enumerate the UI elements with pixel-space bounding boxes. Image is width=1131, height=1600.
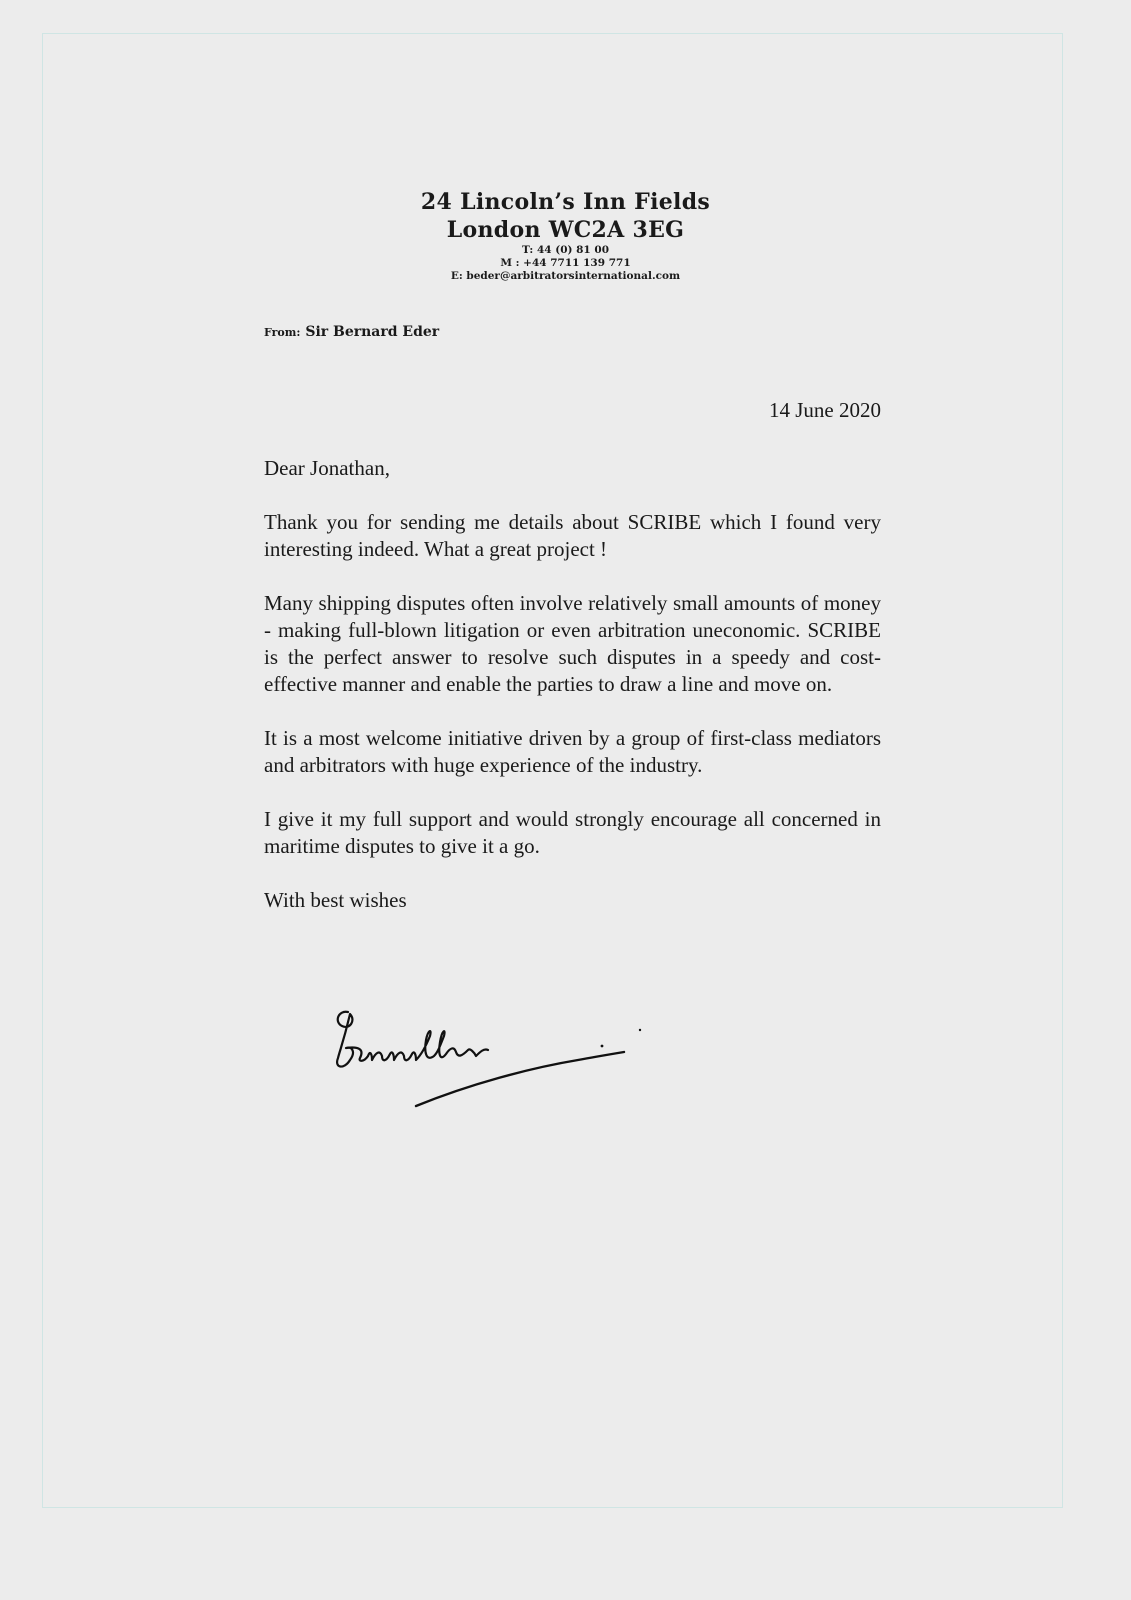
body-paragraph: It is a most welcome initiative driven by a group of first-class mediators and arbitrators with huge experience of the industry. (264, 726, 881, 777)
letter-date: 14 June 2020 (769, 398, 881, 422)
salutation: Dear Jonathan, (264, 456, 390, 480)
from-name: Sir Bernard Eder (305, 324, 440, 340)
body-paragraph: I give it my full support and would strongly encourage all concerned in maritime disputes to give it a go. (264, 807, 881, 858)
letterhead-email: E: beder@arbitratorsinternational.com (450, 270, 681, 282)
letterhead-address-line2: London WC2A 3EG (446, 217, 685, 243)
handwritten-signature (330, 1000, 670, 1130)
from-label: From: (264, 326, 301, 339)
body-paragraph: Many shipping disputes often involve relatively small amounts of money - making full-blown litigation or even arbitration uneconomic. SCRIBE is the perfect answer to resolve such disputes in a speedy and cost-effective manner and enable the parties to draw a line and move on. (264, 591, 881, 696)
closing: With best wishes (264, 888, 407, 912)
letter-body (264, 455, 881, 941)
letterhead-mobile: M : +44 7711 139 771 (500, 257, 631, 269)
letterhead-address-line1: 24 Lincoln’s Inn Fields (420, 189, 711, 215)
from-line (264, 324, 439, 340)
letterhead (0, 188, 1131, 283)
letterhead-phone: T: 44 (0) 81 00 (521, 244, 609, 256)
body-paragraph: Thank you for sending me details about SCRIBE which I found very interesting indeed. What a great project ! (264, 510, 881, 561)
